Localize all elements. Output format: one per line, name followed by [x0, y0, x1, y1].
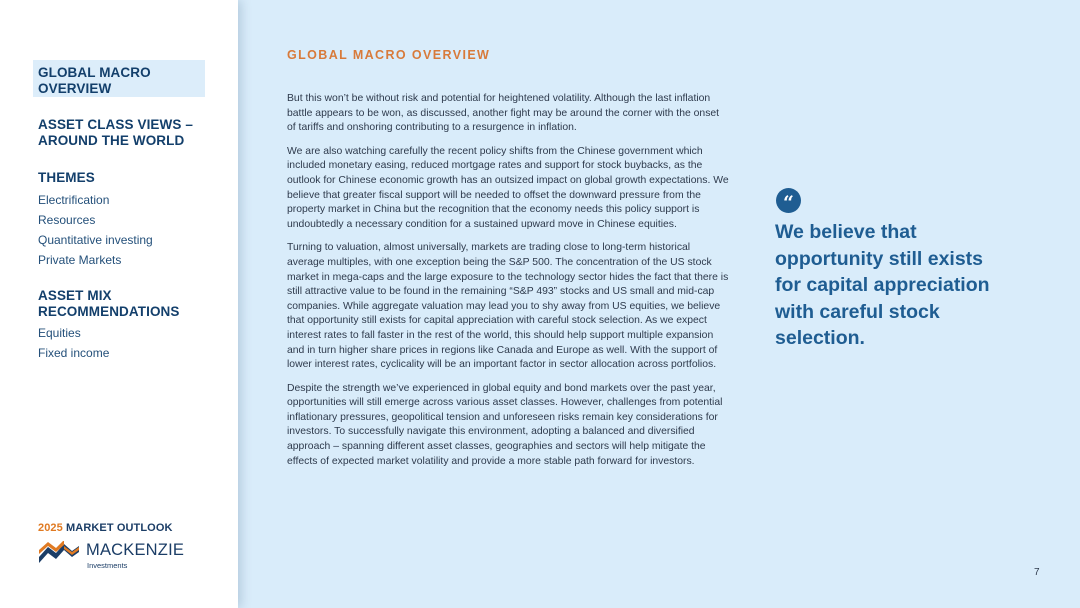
paragraph-2: We are also watching carefully the recent policy shifts from the Chinese government which included monetary easing, reduced mortgage rates and support for stock buybacks, as the outlook for Chinese economic growth has an outsized impact on global growth expectations. We believe that greater fiscal support will be needed to offset the downward pressure from the property market in China but the recognition that the economy needs this policy support is undoubtedly a necessary condition for a sustained upward move in Chinese equities.: [287, 145, 729, 230]
nav-item-private-markets[interactable]: Private Markets: [38, 252, 122, 267]
outlook-year: 2025: [38, 522, 63, 534]
sidebar: [0, 0, 238, 608]
main-content: [238, 0, 1080, 608]
nav-item-equities[interactable]: Equities: [38, 326, 81, 340]
nav-asset-class-views[interactable]: ASSET CLASS VIEWS – AROUND THE WORLD: [38, 117, 193, 148]
market-outlook-label: [38, 522, 173, 534]
nav-themes[interactable]: THEMES: [38, 170, 95, 185]
nav-item-quantitative-investing[interactable]: Quantitative investing: [38, 232, 153, 247]
paragraph-4: Despite the strength we’ve experienced in global equity and bond markets over the past year, opportunities will still emerge across various asset classes. However, challenges from potential inflationary pressures, geopolitical tension and unforeseen risks remain key considerations for investors. To successfully navigate this environment, adopting a balanced and diversified approach – spanning different asset classes, geographies and sectors will help mitigate the effects of expected market volatility and provide a more stable path forward for investors.: [287, 382, 723, 467]
logo-subtitle: Investments: [87, 561, 128, 570]
nav-section-asset-mix: [38, 288, 208, 360]
nav-section-asset-class-views: [38, 117, 208, 148]
paragraph-1: But this won’t be without risk and potential for heightened volatility. Although the last inflation battle appears to be won, as discussed, another fight may be around the corner with the onset of tariffs and onshoring contributing to a resurgence in inflation.: [287, 93, 720, 134]
paragraph-3: Turning to valuation, almost universally, markets are trading close to long-term historical average multiples, with one exception being the S&P 500. The concentration of the US stock market in mega-caps and the large exposure to the technology sector hides the fact that there is still attractive value to be found in the remaining “S&P 493” stocks and US small and mid-cap companies. While aggregate valuation may lead you to shy away from US equities, we believe that opportunity still exists for capital appreciation with careful stock selection. As we expect interest rates to fall faster in the rest of the world, this should help support multiple expansion and in turn higher share prices in regions like Canada and Europe as well. With the support of lower interest rates, cyclicality will be an important factor in sector allocation across portfolios.: [287, 242, 729, 371]
nav-item-resources[interactable]: Resources: [38, 212, 96, 227]
quote-icon: “: [776, 188, 801, 213]
page-number: 7: [1034, 567, 1040, 578]
mackenzie-logo-icon: [38, 541, 80, 565]
nav-section-themes: [38, 170, 208, 267]
nav-item-electrification[interactable]: Electrification: [38, 192, 110, 207]
outlook-text: MARKET OUTLOOK: [66, 522, 173, 534]
mackenzie-logo: [38, 541, 185, 570]
logo-name: MACKENZIE: [86, 541, 185, 559]
body-text: [287, 92, 729, 478]
nav-asset-mix-recommendations[interactable]: ASSET MIX RECOMMENDATIONS: [38, 288, 180, 319]
nav-global-macro-overview[interactable]: GLOBAL MACRO OVERVIEW: [38, 65, 151, 96]
pull-quote: We believe that opportunity still exists for capital appreciation with careful stock selection.: [775, 221, 990, 349]
nav-item-fixed-income[interactable]: Fixed income: [38, 346, 110, 360]
section-title: GLOBAL MACRO OVERVIEW: [287, 48, 491, 62]
